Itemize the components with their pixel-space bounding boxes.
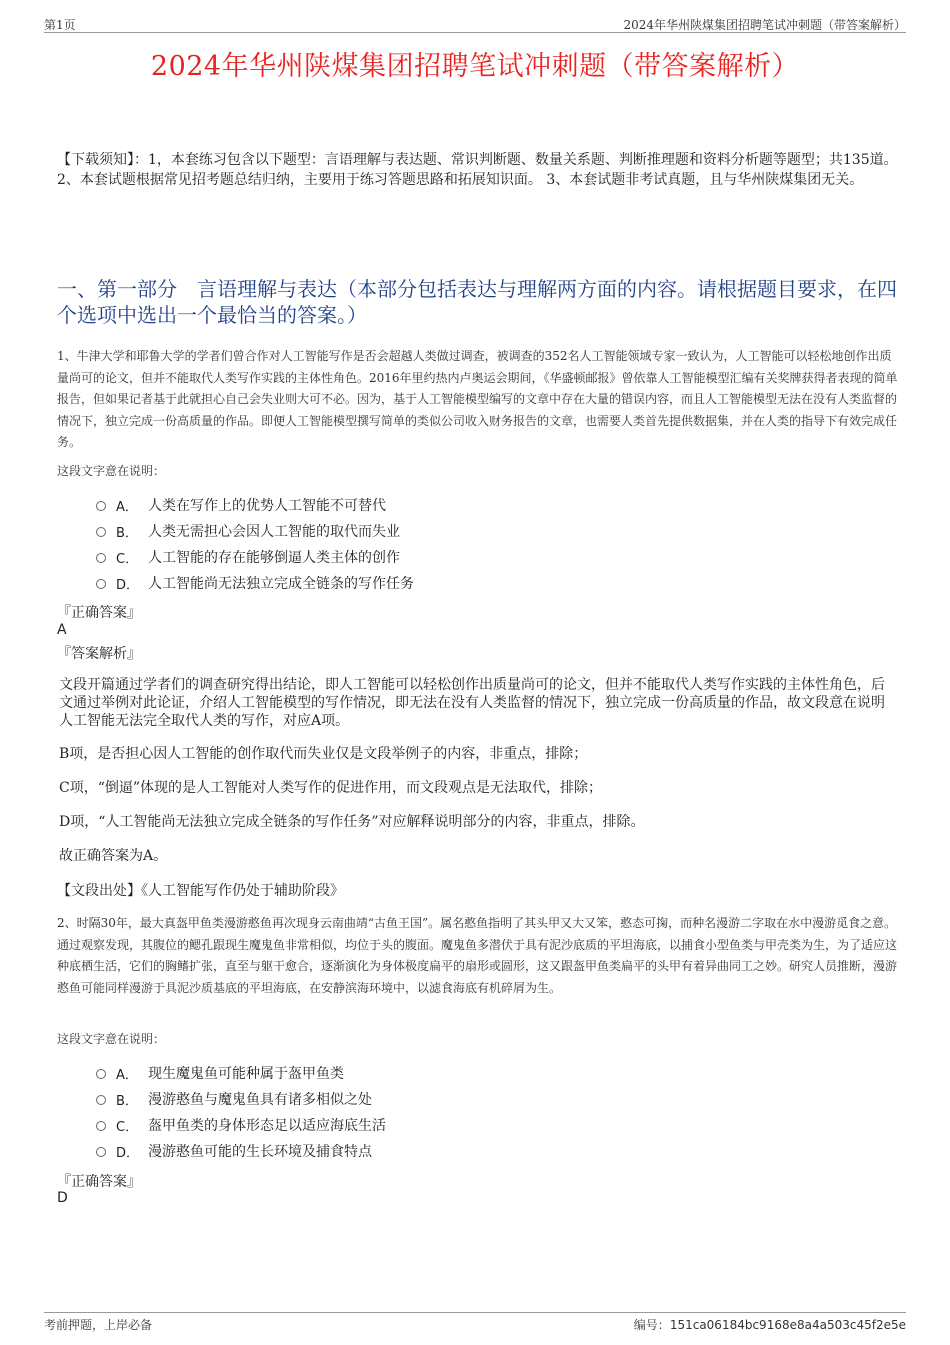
option-text: 人类在写作上的优势人工智能不可替代	[148, 498, 386, 514]
analysis-paragraph: 文段开篇通过学者们的调查研究得出结论，即人工智能可以轻松创作出质量尚可的论文，但并不能取代人类写作实践的主体性角色，后文通过举例对此论证，介绍人工智能模型的写作情况，即无法在没有人类监督的情况下，独立完成一份高质量的作品，故文段意在说明人工智能无法完全取代人类的写作，对应A项。	[59, 677, 885, 729]
correct-answer-label: 『正确答案』	[57, 605, 141, 621]
footer-slogan: 考前押题，上岸必备	[44, 1318, 153, 1332]
radio-icon[interactable]	[96, 1147, 106, 1157]
page-footer	[44, 1312, 906, 1333]
radio-icon[interactable]	[96, 579, 106, 589]
page-number: 第1页	[44, 18, 76, 32]
footer-code-value: 151ca06184bc9168e8a4a503c45f2e5e	[669, 1318, 906, 1332]
passage-source: 【文段出处】《人工智能写作仍处于辅助阶段》	[57, 883, 344, 899]
option-text: 漫游憨鱼可能的生长环境及捕食特点	[148, 1144, 372, 1160]
option-a[interactable]: A． 现生魔鬼鱼可能种属于盔甲鱼类	[96, 1060, 796, 1086]
analysis-option-c: C项，“倒逼”体现的是人工智能对人类写作的促进作用，而文段观点是无法取代，排除；	[59, 780, 603, 796]
radio-icon[interactable]	[96, 501, 106, 511]
correct-answer-label: 『正确答案』	[57, 1174, 141, 1190]
option-text: 现生魔鬼鱼可能种属于盔甲鱼类	[148, 1066, 344, 1082]
option-text: 人工智能尚无法独立完成全链条的写作任务	[148, 576, 414, 592]
question-1-stem: 这段文字意在说明：	[57, 464, 166, 478]
question-1-passage: 1、牛津大学和耶鲁大学的学者们曾合作对人工智能写作是否会超越人类做过调查，被调查的352名人工智能领域专家一致认为，人工智能可以轻松地创作出质量尚可的论文，但并不能取代人类写作实践的主体性角色。2016年里约热内卢奥运会期间，《华盛顿邮报》曾依靠人工智能模型汇编有关奖牌获得者表现的简单报告，但如果记者基于此就担心自己会失业则大可不必。因为，基于人工智能模型编写的文章中存在大量的错误内容，而且人工智能模型无法在没有人类监督的情况下，独立完成一份高质量的作品。即便人工智能模型撰写简单的类似公司收入财务报告的文章，也需要人类首先提供数据集，并在人类的指导下有效完成任务。	[57, 349, 898, 449]
analysis-option-d: D项，“人工智能尚无法独立完成全链条的写作任务”对应解释说明部分的内容，非重点，排除。	[59, 814, 645, 830]
question-1-options	[96, 492, 796, 596]
section-heading: 一、第一部分 言语理解与表达（本部分包括表达与理解两方面的内容。请根据题目要求，在四个选项中选出一个最恰当的答案。）	[57, 277, 897, 327]
option-d[interactable]: D． 漫游憨鱼可能的生长环境及捕食特点	[96, 1138, 796, 1164]
question-2-stem: 这段文字意在说明：	[57, 1032, 166, 1046]
analysis-option-b: B项，是否担心因人工智能的创作取代而失业仅是文段举例子的内容，非重点，排除；	[59, 746, 588, 762]
option-d[interactable]: D． 人工智能尚无法独立完成全链条的写作任务	[96, 570, 796, 596]
correct-answer: D	[57, 1190, 68, 1206]
correct-answer: A	[57, 622, 67, 638]
radio-icon[interactable]	[96, 1121, 106, 1131]
option-text: 人类无需担心会因人工智能的取代而失业	[148, 524, 400, 540]
option-text: 漫游憨鱼与魔鬼鱼具有诸多相似之处	[148, 1092, 372, 1108]
option-text: 人工智能的存在能够倒逼人类主体的创作	[148, 550, 400, 566]
analysis-conclusion: 故正确答案为A。	[59, 848, 168, 864]
analysis-label: 『答案解析』	[57, 646, 141, 662]
radio-icon[interactable]	[96, 527, 106, 537]
document-title: 2024年华州陕煤集团招聘笔试冲刺题（带答案解析）	[150, 51, 800, 82]
footer-code	[634, 1316, 906, 1333]
question-2-options	[96, 1060, 796, 1164]
radio-icon[interactable]	[96, 553, 106, 563]
radio-icon[interactable]	[96, 1095, 106, 1105]
question-2-passage: 2、时隔30年，最大真盔甲鱼类漫游憨鱼再次现身云南曲靖“古鱼王国”。属名憨鱼指明了其头甲又大又笨，憨态可掬，而种名漫游二字取在水中漫游觅食之意。通过观察发现，其腹位的鳃孔跟现生魔鬼鱼非常相似，均位于头的腹面。魔鬼鱼多潜伏于具有泥沙底质的平坦海底，以捕食小型鱼类与甲壳类为生，为了适应这种底栖生活，它们的胸鳍扩张，直至与躯干愈合，逐渐演化为身体极度扁平的扇形或圆形，这又跟盔甲鱼类扁平的头甲有着异曲同工之妙。研究人员推断，漫游憨鱼可能同样漫游于具泥沙质基底的平坦海底，在安静滨海环境中，以滤食海底有机碎屑为生。	[57, 916, 898, 995]
option-c[interactable]: C． 人工智能的存在能够倒逼人类主体的创作	[96, 544, 796, 570]
option-a[interactable]: A． 人类在写作上的优势人工智能不可替代	[96, 492, 796, 518]
header-doc-title: 2024年华州陕煤集团招聘笔试冲刺题（带答案解析）	[623, 18, 906, 32]
option-b[interactable]: B． 人类无需担心会因人工智能的取代而失业	[96, 518, 796, 544]
page-header	[44, 14, 906, 33]
option-b[interactable]: B． 漫游憨鱼与魔鬼鱼具有诸多相似之处	[96, 1086, 796, 1112]
option-c[interactable]: C． 盔甲鱼类的身体形态足以适应海底生活	[96, 1112, 796, 1138]
download-notice: 【下载须知】：1，本套练习包含以下题型：言语理解与表达题、常识判断题、数量关系题、判断推理题和资料分析题等题型；共135道。 2、本套试题根据常见招考题总结归纳，主要用于练习答题思路和拓展知识面。 3、本套试题非考试真题，且与华州陕煤集团无关。	[57, 152, 898, 188]
footer-code-label: 编号：	[633, 1318, 670, 1332]
radio-icon[interactable]	[96, 1069, 106, 1079]
option-text: 盔甲鱼类的身体形态足以适应海底生活	[148, 1118, 386, 1134]
